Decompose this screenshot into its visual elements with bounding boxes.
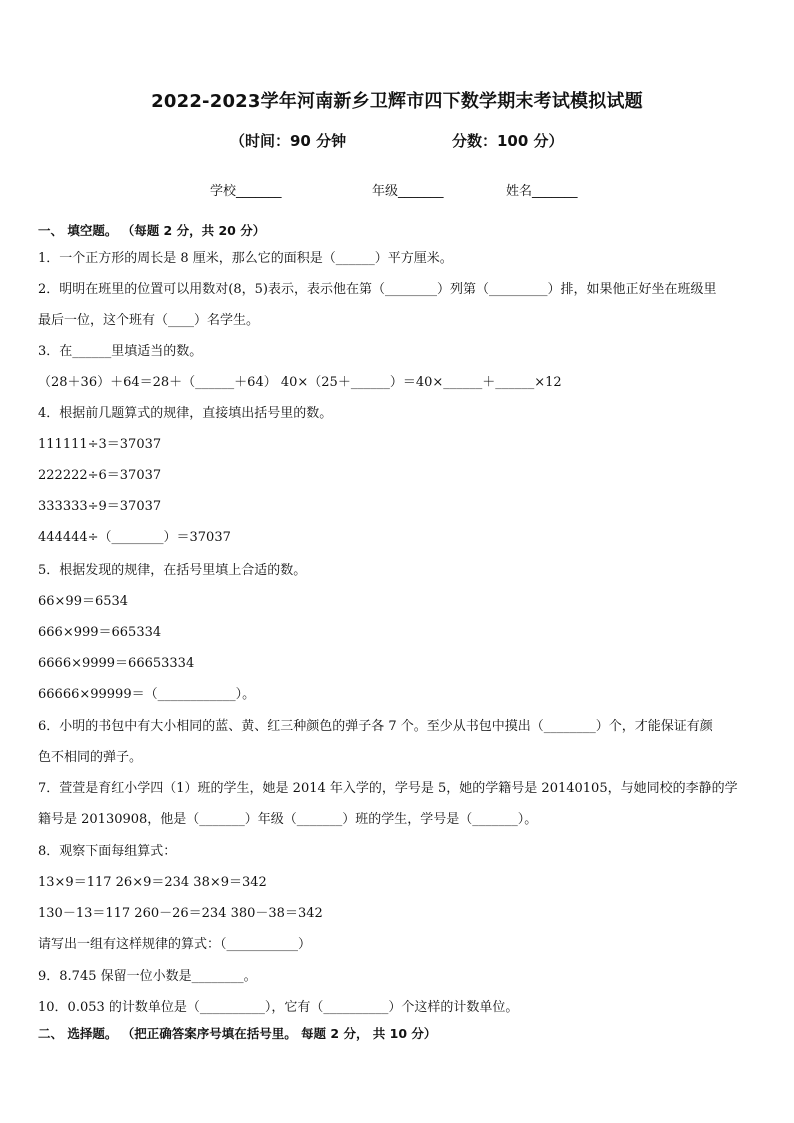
question-line: 3．在______里填适当的数。 bbox=[38, 344, 203, 359]
equation-line: 666×999＝665334 bbox=[38, 625, 162, 640]
question-line: 色不相同的弹子。 bbox=[38, 750, 143, 765]
question-line: 8．观察下面每组算式： bbox=[38, 844, 177, 859]
equation-line: 13×9＝117 26×9＝234 38×9＝342 bbox=[38, 875, 267, 890]
equation-line: 222222÷6＝37037 bbox=[38, 468, 162, 483]
time-label: （时间：90 分钟 bbox=[230, 132, 347, 150]
question-line: （28＋36）＋64＝28＋（______＋64） 40×（25＋______）＝40×______＋______×12 bbox=[38, 375, 562, 390]
equation-line: 111111÷3＝37037 bbox=[38, 437, 162, 452]
question-line: 9．8.745 保留一位小数是________。 bbox=[38, 969, 257, 984]
equation-line: 130－13＝117 260－26＝234 380－38＝342 bbox=[38, 906, 323, 921]
equation-line: 333333÷9＝37037 bbox=[38, 499, 162, 514]
section-heading-fill-blank: 一、 填空题。 （每题 2 分，共 20 分） bbox=[38, 223, 266, 238]
score-label: 分数：100 分） bbox=[452, 132, 564, 150]
equation-line: 66666×99999＝（____________）。 bbox=[38, 687, 256, 702]
section-heading-multiple-choice: 二、 选择题。 （把正确答案序号填在括号里。 每题 2 分， 共 10 分） bbox=[38, 1026, 437, 1041]
equation-line: 6666×9999＝66653334 bbox=[38, 656, 195, 671]
name-field: 姓名_______ bbox=[506, 184, 578, 199]
question-line: 2．明明在班里的位置可以用数对(8，5)表示，表示他在第（________）列第（_________）排，如果他正好坐在班级里 bbox=[38, 282, 717, 297]
question-line: 6．小明的书包中有大小相同的蓝、黄、红三种颜色的弹子各 7 个。至少从书包中摸出（________）个，才能保证有颜 bbox=[38, 719, 713, 734]
question-line: 籍号是 20130908，他是（_______）年级（_______）班的学生，学号是（_______）。 bbox=[38, 812, 538, 827]
question-line: 4．根据前几题算式的规律，直接填出括号里的数。 bbox=[38, 406, 333, 421]
exam-subtitle bbox=[0, 130, 794, 152]
school-field: 学校_______ bbox=[210, 184, 282, 199]
equation-line: 444444÷（________）＝37037 bbox=[38, 530, 231, 545]
question-line: 10．0.053 的计数单位是（__________），它有（__________）个这样的计数单位。 bbox=[38, 1000, 519, 1015]
question-line: 1．一个正方形的周长是 8 厘米，那么它的面积是（______）平方厘米。 bbox=[38, 251, 453, 266]
grade-field: 年级_______ bbox=[372, 184, 444, 199]
question-line: 请写出一组有这样规律的算式：（___________） bbox=[38, 937, 312, 952]
question-line: 7．萱萱是育红小学四（1）班的学生，她是 2014 年入学的，学号是 5，她的学籍号是 20140105，与她同校的李静的学 bbox=[38, 781, 738, 796]
equation-line: 66×99＝6534 bbox=[38, 594, 129, 609]
exam-title: 2022-2023学年河南新乡卫辉市四下数学期末考试模拟试题 bbox=[151, 91, 643, 112]
question-line: 最后一位，这个班有（____）名学生。 bbox=[38, 313, 260, 328]
question-line: 5．根据发现的规律，在括号里填上合适的数。 bbox=[38, 563, 307, 578]
student-info-row bbox=[0, 180, 794, 200]
